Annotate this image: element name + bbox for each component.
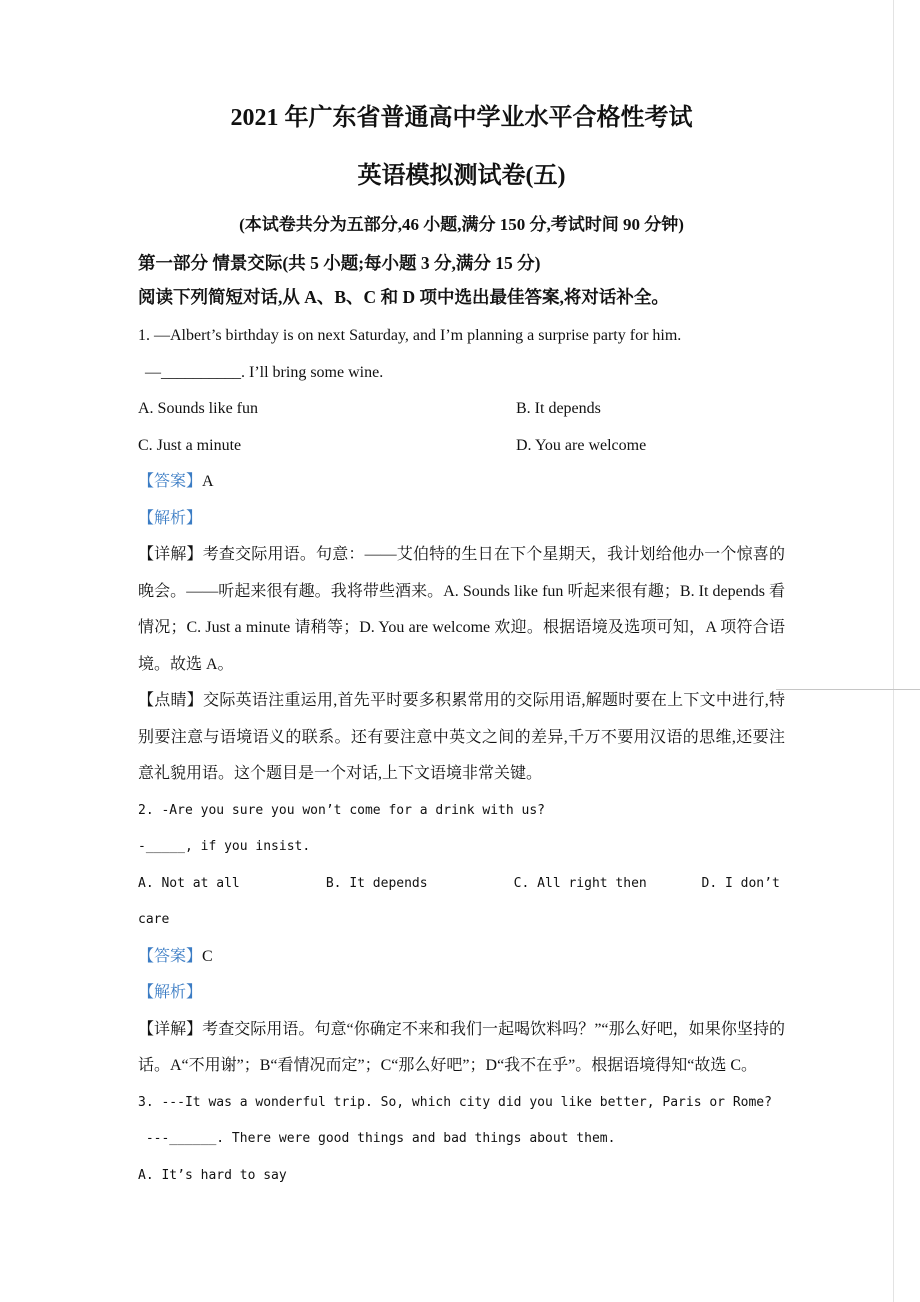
q1-option-d: D. You are welcome: [516, 436, 647, 454]
q2-analysis-row: [138, 975, 785, 1012]
q2-stem-line2: -_____, if you insist.: [138, 839, 311, 854]
question-1: [138, 318, 785, 793]
q2-analysis-label: 【解析】: [138, 984, 203, 1001]
exam-title-line2: 英语模拟测试卷(五): [357, 163, 566, 189]
q1-analysis-label: 【解析】: [138, 509, 203, 527]
q1-option-b: B. It depends: [516, 400, 601, 417]
question-3: [138, 1085, 785, 1195]
q2-detail-paragraph: 【详解】考查交际用语。句意“你确定不来和我们一起喝饮料吗？”“那么好吧，如果你坚持的话。A“不用谢”；B“看情况而定”；C“那么好吧”；D“我不在乎”。根据语境得知“故选 C。: [138, 1020, 785, 1074]
q1-options-row2: [138, 428, 785, 465]
q2-answer-label: 【答案】: [138, 947, 203, 965]
q1-analysis-row: [138, 501, 785, 538]
exam-title-line1: 2021 年广东省普通高中学业水平合格性考试: [230, 105, 693, 131]
q1-answer-value: A: [202, 473, 214, 490]
q2-answer-value: C: [202, 947, 213, 965]
q3-option-a: A. It’s hard to say: [138, 1167, 287, 1183]
q2-options-line: A. Not at all B. It depends C. All right then D. I don’t: [138, 875, 780, 891]
q1-tip-paragraph: 【点睛】交际英语注重运用,首先平时要多积累常用的交际用语,解题时要在上下文中进行,特别要注意与语境语义的联系。还有要注意中英文之间的差异,千万不要用汉语的思维,还要注意礼貌用语。这个题目是一个对话,上下文语境非常关键。: [138, 692, 785, 782]
q1-option-c: C. Just a minute: [138, 436, 242, 454]
q2-answer-row: [138, 939, 785, 976]
q2-options-wrap: care: [138, 912, 170, 927]
question-2: [138, 793, 785, 1085]
q3-stem-line2: ---______. There were good things and bad things about them.: [138, 1131, 616, 1146]
q1-answer-row: [138, 464, 785, 501]
q2-stem-line1: 2. -Are you sure you won’t come for a drink with us?: [138, 802, 545, 818]
q1-stem-line2: —__________. I’ll bring some wine.: [145, 363, 384, 381]
exam-meta-note: (本试卷共分为五部分,46 小题,满分 150 分,考试时间 90 分钟): [239, 215, 684, 234]
q3-stem-line1: 3. ---It was a wonderful trip. So, which city did you like better, Paris or Rome?: [138, 1094, 772, 1110]
q1-detail-paragraph: 【详解】考查交际用语。句意：——艾伯特的生日在下个星期天，我计划给他办一个惊喜的晚会。——听起来很有趣。我将带些酒来。A. Sounds like fun 听起来很有趣；B. It depends 看情况；C. Just a minute 请稍等；D. You are welcome 欢迎。根据语境及选项可知，A 项符合语境。故选 A。: [138, 546, 785, 673]
q1-options-row1: [138, 391, 785, 428]
page-break-line: [776, 689, 920, 690]
q1-stem-line1: 1. —Albert’s birthday is on next Saturday, and I’m planning a surprise party for him.: [138, 327, 682, 344]
section-instructions: 阅读下列简短对话,从 A、B、C 和 D 项中选出最佳答案,将对话补全。: [138, 287, 669, 307]
q1-answer-label: 【答案】: [138, 473, 203, 490]
page-edge-line: [893, 0, 894, 1302]
q1-option-a: A. Sounds like fun: [138, 400, 258, 417]
section-heading: 第一部分 情景交际(共 5 小题;每小题 3 分,满分 15 分): [138, 253, 541, 273]
